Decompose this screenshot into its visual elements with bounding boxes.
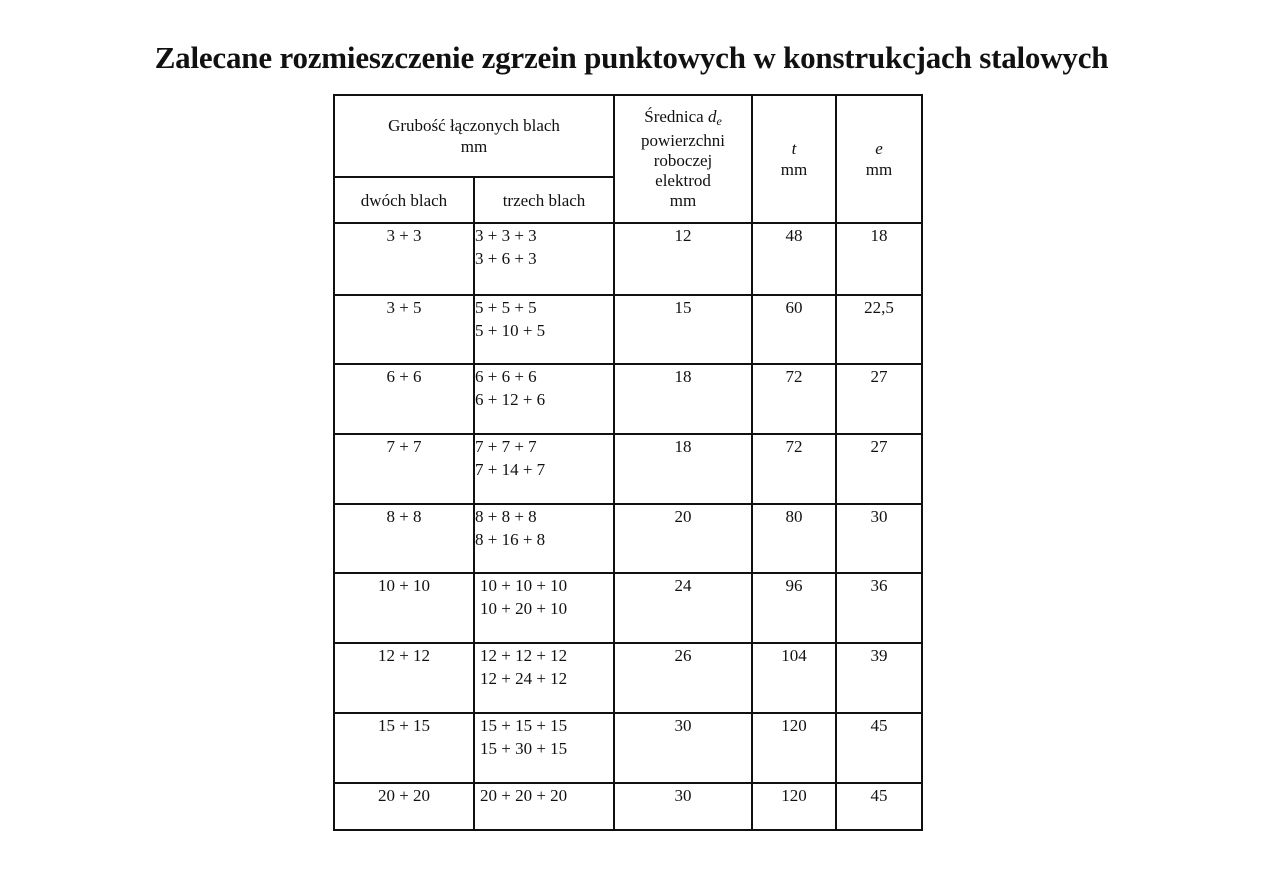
cell-three-sheets bbox=[474, 295, 614, 364]
header-t-unit: mm bbox=[780, 160, 808, 179]
header-group-unit: mm bbox=[460, 137, 488, 156]
table-row bbox=[334, 504, 922, 573]
cell-pitch-t: 72 bbox=[752, 434, 836, 504]
cell-electrode-diameter: 18 bbox=[614, 364, 752, 434]
table-row bbox=[334, 295, 922, 364]
three-sheets-combination: 5 + 10 + 5 bbox=[475, 321, 546, 340]
cell-pitch-t: 48 bbox=[752, 223, 836, 295]
cell-two-sheets: 10 + 10 bbox=[334, 573, 474, 643]
cell-electrode-diameter: 20 bbox=[614, 504, 752, 573]
cell-electrode-diameter: 12 bbox=[614, 223, 752, 295]
cell-three-sheets bbox=[474, 434, 614, 504]
cell-three-sheets bbox=[474, 223, 614, 295]
cell-edge-e: 27 bbox=[836, 364, 922, 434]
three-sheets-combination: 3 + 6 + 3 bbox=[475, 249, 537, 268]
header-diameter-line3: roboczej bbox=[653, 151, 713, 170]
table-row bbox=[334, 364, 922, 434]
table-row bbox=[334, 223, 922, 295]
header-e-symbol: e bbox=[875, 139, 883, 158]
three-sheets-combination: 20 + 20 + 20 bbox=[480, 786, 568, 805]
three-sheets-combination: 8 + 16 + 8 bbox=[475, 530, 546, 549]
header-three-sheets: trzech blach bbox=[474, 177, 614, 223]
header-diameter-line4: elektrod bbox=[655, 171, 711, 190]
cell-edge-e: 39 bbox=[836, 643, 922, 713]
three-sheets-combination: 12 + 12 + 12 bbox=[480, 646, 568, 665]
cell-electrode-diameter: 24 bbox=[614, 573, 752, 643]
cell-edge-e: 45 bbox=[836, 713, 922, 783]
cell-pitch-t: 80 bbox=[752, 504, 836, 573]
cell-three-sheets bbox=[474, 504, 614, 573]
cell-edge-e: 18 bbox=[836, 223, 922, 295]
cell-electrode-diameter: 15 bbox=[614, 295, 752, 364]
cell-electrode-diameter: 18 bbox=[614, 434, 752, 504]
table-row bbox=[334, 573, 922, 643]
cell-three-sheets bbox=[474, 364, 614, 434]
header-diameter-line1: Średnica $d_e$ bbox=[644, 107, 722, 128]
cell-pitch-t: 60 bbox=[752, 295, 836, 364]
cell-two-sheets: 6 + 6 bbox=[334, 364, 474, 434]
cell-two-sheets: 7 + 7 bbox=[334, 434, 474, 504]
table-row bbox=[334, 713, 922, 783]
table-row bbox=[334, 783, 922, 830]
header-t-symbol: t bbox=[791, 139, 797, 158]
cell-three-sheets bbox=[474, 643, 614, 713]
cell-edge-e: 36 bbox=[836, 573, 922, 643]
three-sheets-combination: 12 + 24 + 12 bbox=[480, 669, 568, 688]
header-electrode-diameter bbox=[614, 95, 752, 223]
cell-two-sheets: 15 + 15 bbox=[334, 713, 474, 783]
cell-electrode-diameter: 30 bbox=[614, 783, 752, 830]
cell-two-sheets: 3 + 3 bbox=[334, 223, 474, 295]
three-sheets-combination: 15 + 15 + 15 bbox=[480, 716, 568, 735]
header-group-label: Grubość łączonych blach bbox=[388, 116, 560, 135]
header-diameter-line2: powierzchni bbox=[641, 131, 726, 150]
cell-edge-e: 22,5 bbox=[836, 295, 922, 364]
cell-edge-e: 45 bbox=[836, 783, 922, 830]
three-sheets-combination: 6 + 6 + 6 bbox=[475, 367, 537, 386]
table-body bbox=[334, 223, 922, 830]
cell-two-sheets: 12 + 12 bbox=[334, 643, 474, 713]
cell-pitch-t: 104 bbox=[752, 643, 836, 713]
header-two-sheets: dwóch blach bbox=[334, 177, 474, 223]
three-sheets-combination: 7 + 14 + 7 bbox=[475, 460, 546, 479]
three-sheets-combination: 6 + 12 + 6 bbox=[475, 390, 546, 409]
cell-pitch-t: 72 bbox=[752, 364, 836, 434]
cell-two-sheets: 3 + 5 bbox=[334, 295, 474, 364]
table-row bbox=[334, 643, 922, 713]
cell-pitch-t: 120 bbox=[752, 713, 836, 783]
three-sheets-combination: 8 + 8 + 8 bbox=[475, 507, 537, 526]
table-header bbox=[334, 95, 922, 223]
cell-two-sheets: 20 + 20 bbox=[334, 783, 474, 830]
cell-pitch-t: 120 bbox=[752, 783, 836, 830]
cell-three-sheets bbox=[474, 713, 614, 783]
cell-electrode-diameter: 30 bbox=[614, 713, 752, 783]
three-sheets-combination: 7 + 7 + 7 bbox=[475, 437, 537, 456]
three-sheets-combination: 10 + 20 + 10 bbox=[480, 599, 568, 618]
table-row bbox=[334, 434, 922, 504]
cell-two-sheets: 8 + 8 bbox=[334, 504, 474, 573]
three-sheets-combination: 15 + 30 + 15 bbox=[480, 739, 568, 758]
three-sheets-combination: 3 + 3 + 3 bbox=[475, 226, 537, 245]
header-e-unit: mm bbox=[865, 160, 893, 179]
three-sheets-combination: 10 + 10 + 10 bbox=[480, 576, 568, 595]
page-title: Zalecane rozmieszczenie zgrzein punktowych w konstrukcjach stalowych bbox=[154, 40, 1109, 75]
three-sheets-combination: 5 + 5 + 5 bbox=[475, 298, 537, 317]
spot-weld-spacing-table bbox=[333, 94, 923, 831]
header-pitch-t bbox=[752, 95, 836, 223]
cell-electrode-diameter: 26 bbox=[614, 643, 752, 713]
cell-three-sheets bbox=[474, 573, 614, 643]
header-sheet-thickness-group bbox=[334, 95, 614, 177]
cell-pitch-t: 96 bbox=[752, 573, 836, 643]
header-edge-e bbox=[836, 95, 922, 223]
cell-three-sheets bbox=[474, 783, 614, 830]
cell-edge-e: 27 bbox=[836, 434, 922, 504]
header-diameter-unit: mm bbox=[669, 191, 697, 210]
cell-edge-e: 30 bbox=[836, 504, 922, 573]
